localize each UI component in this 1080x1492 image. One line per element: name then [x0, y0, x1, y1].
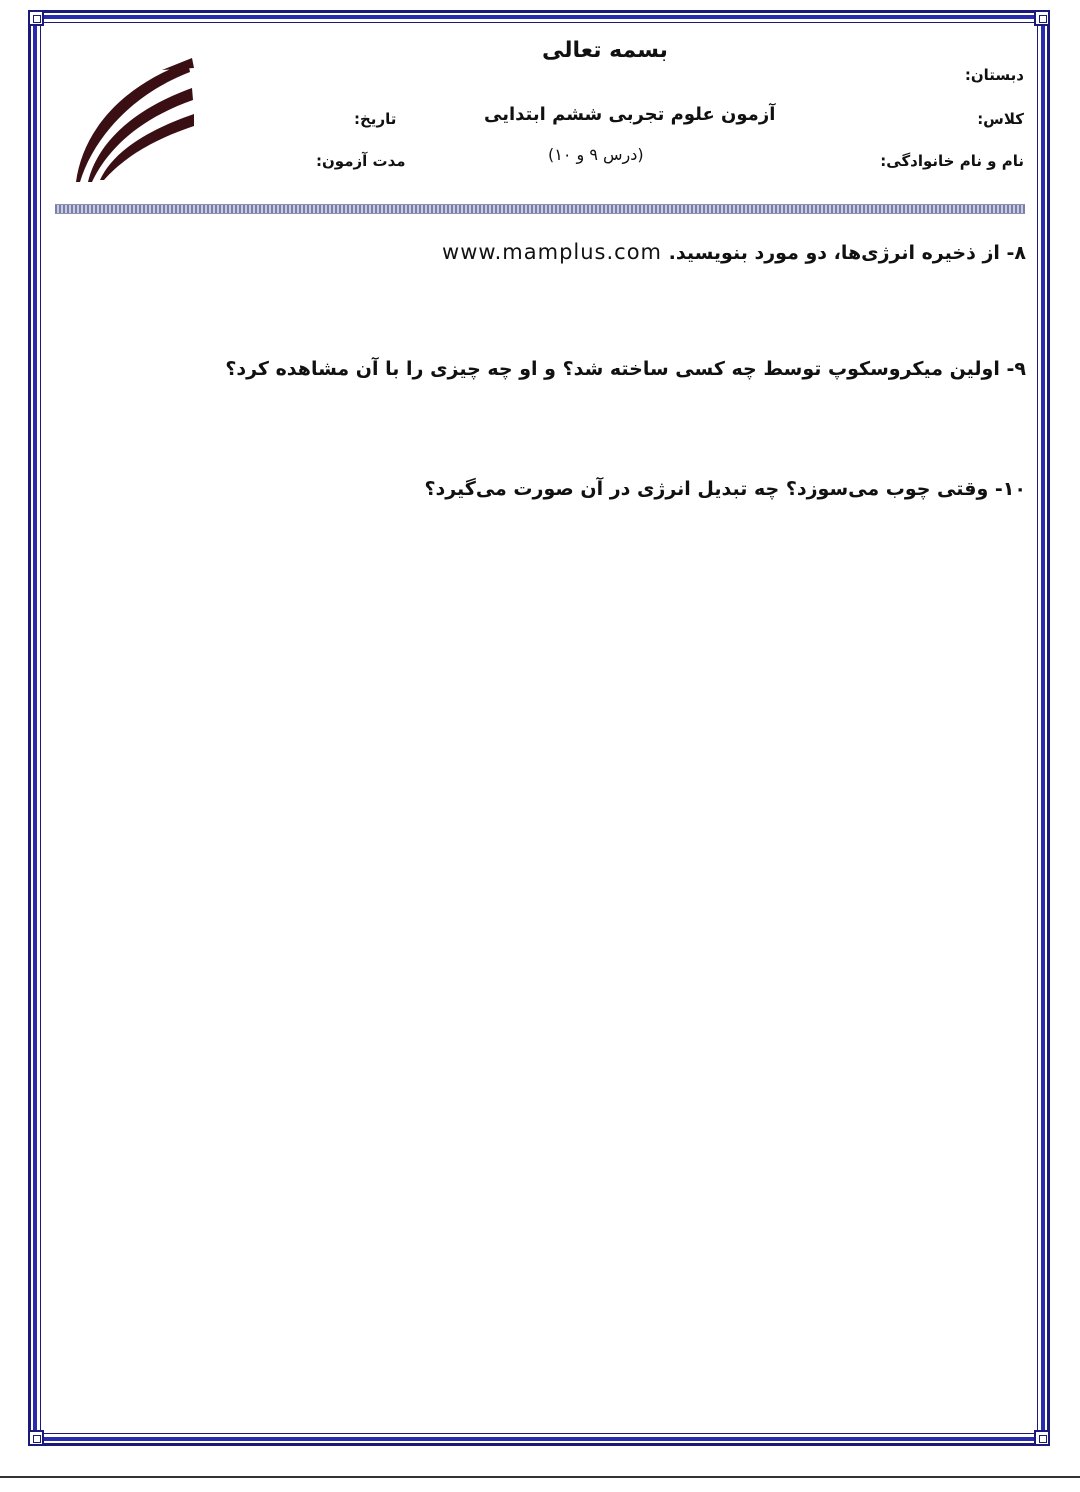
exam-duration-label: مدت آزمون: [316, 152, 406, 170]
corner-ornament [28, 10, 44, 26]
page-border-inner [40, 22, 1038, 1434]
lessons-subtitle: (درس ۹ و ۱۰) [548, 145, 644, 164]
exam-title: آزمون علوم تجربی ششم ابتدایی [484, 104, 776, 125]
page-title: بسمه تعالی [542, 38, 668, 63]
header-divider [55, 204, 1025, 214]
school-label: دبستان: [964, 66, 1024, 84]
corner-ornament [1034, 10, 1050, 26]
class-label: کلاس: [977, 110, 1024, 128]
page-bottom-rule [0, 1476, 1080, 1478]
logo-icon [68, 58, 198, 186]
question-8-text: ۸- از ذخیره انرژی‌ها، دو مورد بنویسید. [668, 242, 1026, 264]
question-8 [442, 240, 1026, 264]
date-label: تاریخ: [354, 110, 397, 128]
website-watermark: www.mamplus.com [442, 240, 663, 264]
corner-ornament [28, 1430, 44, 1446]
student-name-label: نام و نام خانوادگی: [880, 152, 1024, 170]
question-10: ۱۰- وقتی چوب می‌سوزد؟ چه تبدیل انرژی در آن صورت می‌گیرد؟ [424, 478, 1026, 500]
corner-ornament [1034, 1430, 1050, 1446]
question-9: ۹- اولین میکروسکوپ توسط چه کسی ساخته شد؟ و او چه چیزی را با آن مشاهده کرد؟ [225, 358, 1026, 380]
